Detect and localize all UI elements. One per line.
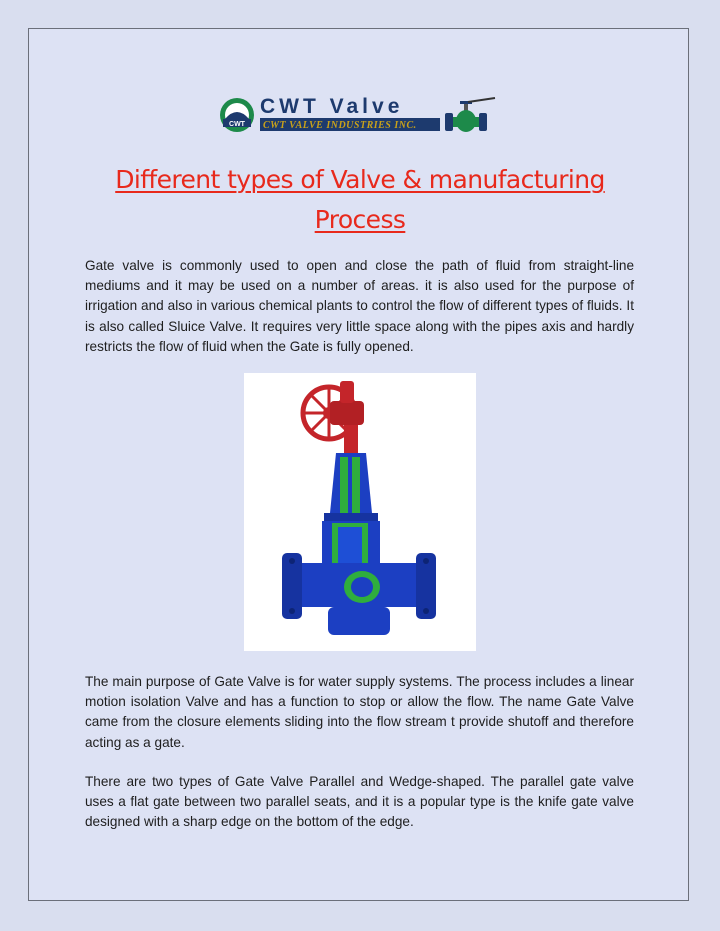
paragraph-purpose: The main purpose of Gate Valve is for water supply systems. The process includes a linear motion isolation Valve and has a function to stop or allow the flow. The name Gate Valve came from the closure elements sliding into the flow stream t provide shutoff and therefore acting as a gate. — [85, 674, 634, 750]
title-line-1: Different types of Valve & manufacturing — [115, 165, 605, 194]
logo-company-text: CWT VALVE INDUSTRIES INC. — [263, 120, 417, 131]
company-logo — [217, 93, 500, 138]
logo-brand-text: CWT Valve — [260, 95, 404, 118]
gate-valve-icon — [244, 373, 476, 651]
page-title — [70, 160, 650, 240]
paragraph-types: There are two types of Gate Valve Parallel and Wedge-shaped. The parallel gate valve uses a flat gate between two parallel seats, and it is a popular type is the knife gate valve designed with a sharp edge on the bottom of the edge. — [85, 774, 634, 830]
paragraph-intro: Gate valve is commonly used to open and close the path of fluid from straight-line mediums and it may be used on a number of areas. it is also used for the purpose of irrigation and also in various chemical plants to control the flow of different types of fluids. It is also called Sluice Valve. It requires very little space along with the pipes axis and hardly restricts the flow of fluid when the Gate is fully opened. — [85, 258, 634, 354]
gate-valve-image — [244, 373, 476, 651]
cwt-logo-mark-icon — [217, 93, 500, 138]
title-line-2: Process — [314, 205, 406, 234]
logo-mark-text: CWT — [229, 121, 245, 128]
